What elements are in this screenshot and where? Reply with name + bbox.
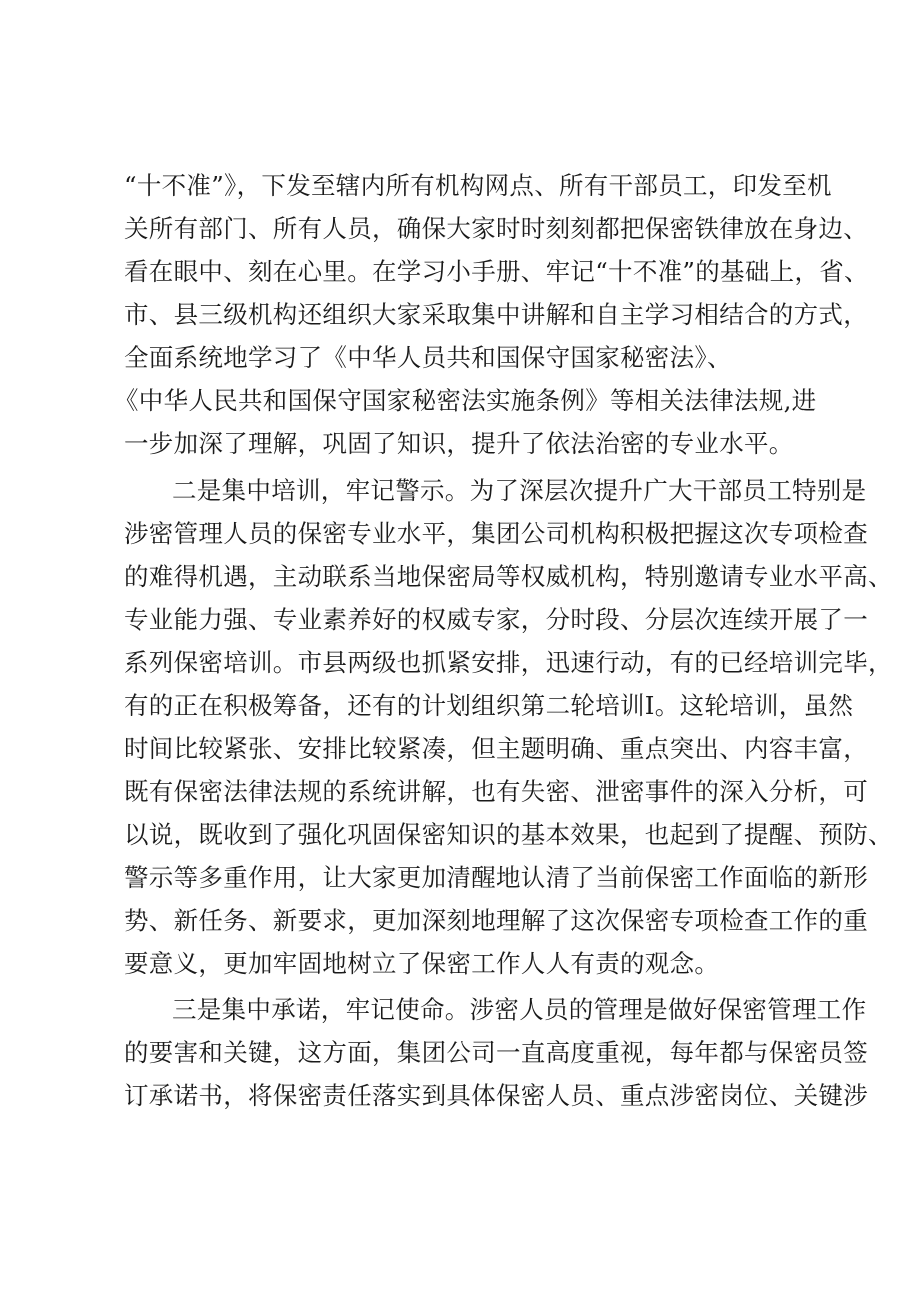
paragraph-3-line-2: 的要害和关键，这方面，集团公司一直高度重视，每年都与保密员签 [124,1038,868,1067]
paragraph-1-line-5: 全面系统地学习了《中华人员共和国保守国家秘密法》、 [124,343,732,372]
paragraph-3-line-3: 订承诺书，将保密责任落实到具体保密人员、重点涉密岗位、关键涉 [124,1081,868,1110]
paragraph-2-line-4: 专业能力强、专业素养好的权威专家，分时段、分层次连续开展了一 [124,605,868,634]
paragraph-2-line-5: 系列保密培训。市县两级也抓紧安排，迅速行动，有的已经培训完毕， [124,648,893,677]
paragraph-1-line-6: 《中华人民共和国保守国家秘密法实施条例》等相关法律法规,进 [114,386,817,415]
paragraph-1-line-4: 市、县三级机构还组织大家采取集中讲解和自主学习相结合的方式， [124,300,868,329]
paragraph-2-line-9: 以说，既收到了强化巩固保密知识的基本效果，也起到了提醒、预防、 [124,820,893,849]
paragraph-2-line-12: 要意义，更加牢固地树立了保密工作人人有责的观念。 [124,949,720,978]
paragraph-2-line-6: 有的正在积极筹备，还有的计划组织第二轮培训I。这轮培训，虽然 [124,691,854,720]
paragraph-2-line-7: 时间比较紧张、安排比较紧凑，但主题明确、重点突出、内容丰富， [124,734,868,763]
paragraph-3-line-1: 三是集中承诺，牢记使命。涉密人员的管理是做好保密管理工作 [172,995,867,1024]
paragraph-1-line-2: 关所有部门、所有人员，确保大家时时刻刻都把保密铁律放在身边、 [124,214,868,243]
paragraph-2-line-8: 既有保密法律法规的系统讲解，也有失密、泄密事件的深入分析，可 [124,777,868,806]
paragraph-2-line-1: 二是集中培训，牢记警示。为了深层次提升广大干部员工特别是 [172,476,867,505]
paragraph-2-line-10: 警示等多重作用，让大家更加清醒地认清了当前保密工作面临的新形 [124,863,868,892]
paragraph-1-line-1: “十不准”》，下发至辖内所有机构网点、所有干部员工，印发至机 [124,171,832,200]
paragraph-2-line-3: 的难得机遇，主动联系当地保密局等权威机构，特别邀请专业水平高、 [124,562,893,591]
paragraph-2-line-11: 势、新任务、新要求，更加深刻地理解了这次保密专项检查工作的重 [124,906,868,935]
paragraph-1-line-3: 看在眼中、刻在心里。在学习小手册、牢记“十不准”的基础上，省、 [124,257,869,286]
paragraph-1-line-7: 一步加深了理解，巩固了知识，提升了依法治密的专业水平。 [124,429,794,458]
paragraph-2-line-2: 涉密管理人员的保密专业水平，集团公司机构积极把握这次专项检查 [124,519,868,548]
